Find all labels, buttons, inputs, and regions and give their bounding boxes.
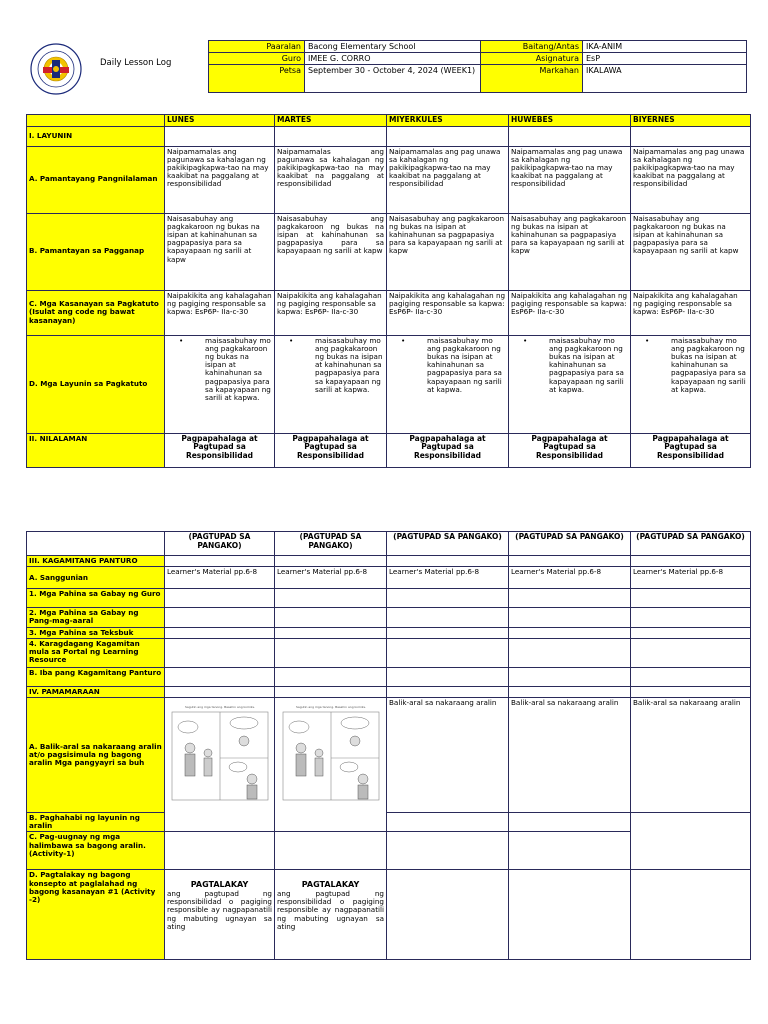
cell-nilalaman-biyernes: Pagpapahalaga at Pagtupad sa Responsibilidad	[631, 433, 751, 467]
list-item: • maisasabuhay mo ang pagkakaroon ng bukas na isipan at kahinahunan sa pagpapasiya para sa kapayapaan ng sarili at kapwa.	[549, 337, 628, 394]
pagtalakay-text: ang pagtupad ng responsibilidad o pagiging responsible ay nagpapanatili ng mabuting ugnayan sa ating	[277, 888, 384, 931]
guro-value: IMEE G. CORRO	[305, 53, 481, 65]
pag-uugnay-label: C. Pag-uugnay ng mga halimbawa sa bagong aralin. (Activity-1)	[27, 832, 165, 870]
list-item: • maisasabuhay mo ang pagkakaroon ng bukas na isipan at kahinahunan sa pagpapasiya para sa kapayapaan ng sarili at kapwa.	[671, 337, 748, 394]
pagtalakay-title: PAGTALAKAY	[301, 880, 360, 890]
list-item: • maisasabuhay mo ang pagkakaroon ng bukas na isipan at kahinahunan sa pagpapasiya para sa kapayapaan ng sarili at kapwa.	[205, 337, 272, 403]
lesson-procedure-table	[26, 531, 751, 960]
cell-b-martes: Naisasabuhay ang pagkakaroon ng bukas na isipan at kahinahunan sa pagpapasiya para sa kapayapaan ng sarili at kapw	[275, 213, 387, 290]
cell-a-biyernes: Naipamamalas ang pag unawa sa kahalagan ng pakikipagkapwa-tao na may kaakibat na paggalang at responsibilidad	[631, 146, 751, 213]
cell-c-biyernes: Naipakikita ang kahalagahan ng pagiging responsable sa kapwa: EsP6P- IIa-c-30	[631, 290, 751, 335]
cell-d-biyernes	[631, 335, 751, 433]
sanggunian-biyernes: Learner's Material pp.6-8	[631, 567, 751, 589]
list-item: • maisasabuhay mo ang pagkakaroon ng bukas na isipan at kahinahunan sa pagpapasiya para sa kapayapaan ng sarili at kapwa.	[427, 337, 506, 394]
cell-d-huwebes	[509, 335, 631, 433]
asignatura-value: EsP	[583, 53, 747, 65]
karagdagang-kagamitan-label: 4. Karagdagang Kagamitan mula sa Portal ng Learning Resource	[27, 638, 165, 667]
kagamitang-panturo-heading: III. KAGAMITANG PANTURO	[27, 556, 165, 567]
markahan-label: Markahan	[481, 65, 583, 93]
pamantayan-sa-pagganap-label: B. Pamantayan sa Pagganap	[27, 213, 165, 290]
deped-seal-logo	[30, 43, 82, 95]
day-header-biyernes: BIYERNES	[631, 115, 751, 127]
header-info-table	[208, 40, 747, 93]
pagtupad-huwebes: (PAGTUPAD SA PANGAKO)	[509, 532, 631, 556]
nilalaman-heading: II. NILALAMAN	[27, 433, 165, 467]
sanggunian-martes: Learner's Material pp.6-8	[275, 567, 387, 589]
iba-pang-kagamitan-label: B. Iba pang Kagamitang Panturo	[27, 667, 165, 686]
list-item: • maisasabuhay mo ang pagkakaroon ng bukas na isipan at kahinahunan sa pagpapasiya para sa kapayapaan ng sarili at kapwa.	[315, 337, 384, 394]
cell-nilalaman-huwebes: Pagpapahalaga at Pagtupad sa Responsibilidad	[509, 433, 631, 467]
cell-b-miyerkules: Naisasabuhay ang pagkakaroon ng bukas na isipan at kahinahunan sa pagpapasiya para sa kapayapaan ng sarili at kapw	[387, 213, 509, 290]
pagtalakay-title: PAGTALAKAY	[190, 880, 249, 890]
paghahabi-label: B. Paghahabi ng layunin ng aralin	[27, 813, 165, 832]
comic-cell-martes	[275, 698, 387, 832]
markahan-value: IKALAWA	[583, 65, 747, 93]
day-header-huwebes: HUWEBES	[509, 115, 631, 127]
gabay-guro-label: 1. Mga Pahina sa Gabay ng Guro	[27, 589, 165, 608]
baitang-value: IKA-ANIM	[583, 41, 747, 53]
pagtalakay-martes	[275, 870, 387, 960]
day-header-martes: MARTES	[275, 115, 387, 127]
cell-c-huwebes: Naipakikita ang kahalagahan ng pagiging responsable sa kapwa: EsP6P- IIa-c-30	[509, 290, 631, 335]
baitang-label: Baitang/Antas	[481, 41, 583, 53]
day-header-miyerkules: MIYERKULES	[387, 115, 509, 127]
cell-c-lunes: Naipakikita ang kahalagahan ng pagiging responsable sa kapwa: EsP6P- IIa-c-30	[165, 290, 275, 335]
day-header-lunes: LUNES	[165, 115, 275, 127]
pagtalakay-text: ang pagtupad ng responsibilidad o pagiging responsible ay nagpapanatili ng mabuting ugnayan sa ating	[167, 888, 272, 931]
cell-c-martes: Naipakikita ang kahalagahan ng pagiging responsable sa kapwa: EsP6P- IIa-c-30	[275, 290, 387, 335]
mga-kasanayan-label: C. Mga Kasanayan sa Pagkatuto (Isulat ang code ng bawat kasanayan)	[27, 290, 165, 335]
cell-nilalaman-miyerkules: Pagpapahalaga at Pagtupad sa Responsibilidad	[387, 433, 509, 467]
mga-layunin-label: D. Mga Layunin sa Pagkatuto	[27, 335, 165, 433]
comic-strip-image	[170, 703, 270, 803]
sanggunian-label: A. Sanggunian	[27, 567, 165, 589]
balik-aral-miyerkules: Balik-aral sa nakaraang aralin	[387, 698, 509, 813]
petsa-value: September 30 - October 4, 2024 (WEEK1)	[305, 65, 481, 93]
cell-a-huwebes: Naipamamalas ang pag unawa sa kahalagan ng pakikipagkapwa-tao na may kaakibat na paggalang at responsibilidad	[509, 146, 631, 213]
layunin-heading: I. LAYUNIN	[27, 126, 165, 146]
sanggunian-huwebes: Learner's Material pp.6-8	[509, 567, 631, 589]
pagtalakay-lunes	[165, 870, 275, 960]
cell-a-miyerkules: Naipamamalas ang pag unawa sa kahalagan ng pakikipagkapwa-tao na may kaakibat na paggalang at responsibilidad	[387, 146, 509, 213]
comic-caption: Sagutin ang mga tanong. Basahin ang komiks.	[184, 705, 255, 710]
paaralan-label: Paaralan	[209, 41, 305, 53]
pagtupad-biyernes: (PAGTUPAD SA PANGAKO)	[631, 532, 751, 556]
sanggunian-lunes: Learner's Material pp.6-8	[165, 567, 275, 589]
cell-nilalaman-martes: Pagpapahalaga at Pagtupad sa Responsibilidad	[275, 433, 387, 467]
corner-cell	[27, 115, 165, 127]
sanggunian-miyerkules: Learner's Material pp.6-8	[387, 567, 509, 589]
comic-cell-lunes	[165, 698, 275, 832]
cell-c-miyerkules: Naipakikita ang kahalagahan ng pagiging responsable sa kapwa: EsP6P- IIa-c-30	[387, 290, 509, 335]
comic-strip-image	[281, 703, 381, 803]
pagtupad-miyerkules: (PAGTUPAD SA PANGAKO)	[387, 532, 509, 556]
lesson-objectives-table	[26, 114, 751, 468]
cell-d-miyerkules	[387, 335, 509, 433]
asignatura-label: Asignatura	[481, 53, 583, 65]
cell-a-lunes: Naipamamalas ang pagunawa sa kahalagan ng pakikipagkapwa-tao na may kaakibat na paggalang at responsibilidad	[165, 146, 275, 213]
pagtupad-martes: (PAGTUPAD SA PANGAKO)	[275, 532, 387, 556]
cell-nilalaman-lunes: Pagpapahalaga at Pagtupad sa Responsibilidad	[165, 433, 275, 467]
cell-b-biyernes: Naisasabuhay ang pagkakaroon ng bukas na isipan at kahinahunan sa pagpapasiya para sa kapayapaan ng sarili at kapw	[631, 213, 751, 290]
guro-label: Guro	[209, 53, 305, 65]
cell-a-martes: Naipamamalas ang pagunawa sa kahalagan ng pakikipagkapwa-tao na may kaakibat na paggalang at responsibilidad	[275, 146, 387, 213]
paaralan-value: Bacong Elementary School	[305, 41, 481, 53]
teksbuk-label: 3. Mga Pahina sa Teksbuk	[27, 627, 165, 638]
gabay-mag-aaral-label: 2. Mga Pahina sa Gabay ng Pang-mag-aaral	[27, 608, 165, 627]
document-title: Daily Lesson Log	[100, 58, 172, 68]
balik-aral-huwebes: Balik-aral sa nakaraang aralin	[509, 698, 631, 813]
balik-aral-label: A. Balik-aral sa nakaraang aralin at/o pagsisimula ng bagong aralin Mga pangyayri sa buh	[27, 698, 165, 813]
petsa-label: Petsa	[209, 65, 305, 93]
cell-b-lunes: Naisasabuhay ang pagkakaroon ng bukas na isipan at kahinahunan sa pagpapasiya para sa kapayapaan ng sarili at kapw	[165, 213, 275, 290]
pamamaraan-heading: IV. PAMAMARAAN	[27, 686, 165, 697]
pamantayang-pangnilalaman-label: A. Pamantayang Pangnilalaman	[27, 146, 165, 213]
pagtupad-lunes: (PAGTUPAD SA PANGAKO)	[165, 532, 275, 556]
balik-aral-biyernes: Balik-aral sa nakaraang aralin	[631, 698, 751, 813]
pagtalakay-label: D. Pagtalakay ng bagong konsepto at paglalahad ng bagong kasanayan #1 (Activity -2)	[27, 870, 165, 960]
cell-b-huwebes: Naisasabuhay ang pagkakaroon ng bukas na isipan at kahinahunan sa pagpapasiya para sa kapayapaan ng sarili at kapw	[509, 213, 631, 290]
comic-caption: Sagutin ang mga tanong. Basahin ang komiks.	[295, 705, 366, 710]
cell-d-martes	[275, 335, 387, 433]
cell-d-lunes	[165, 335, 275, 433]
